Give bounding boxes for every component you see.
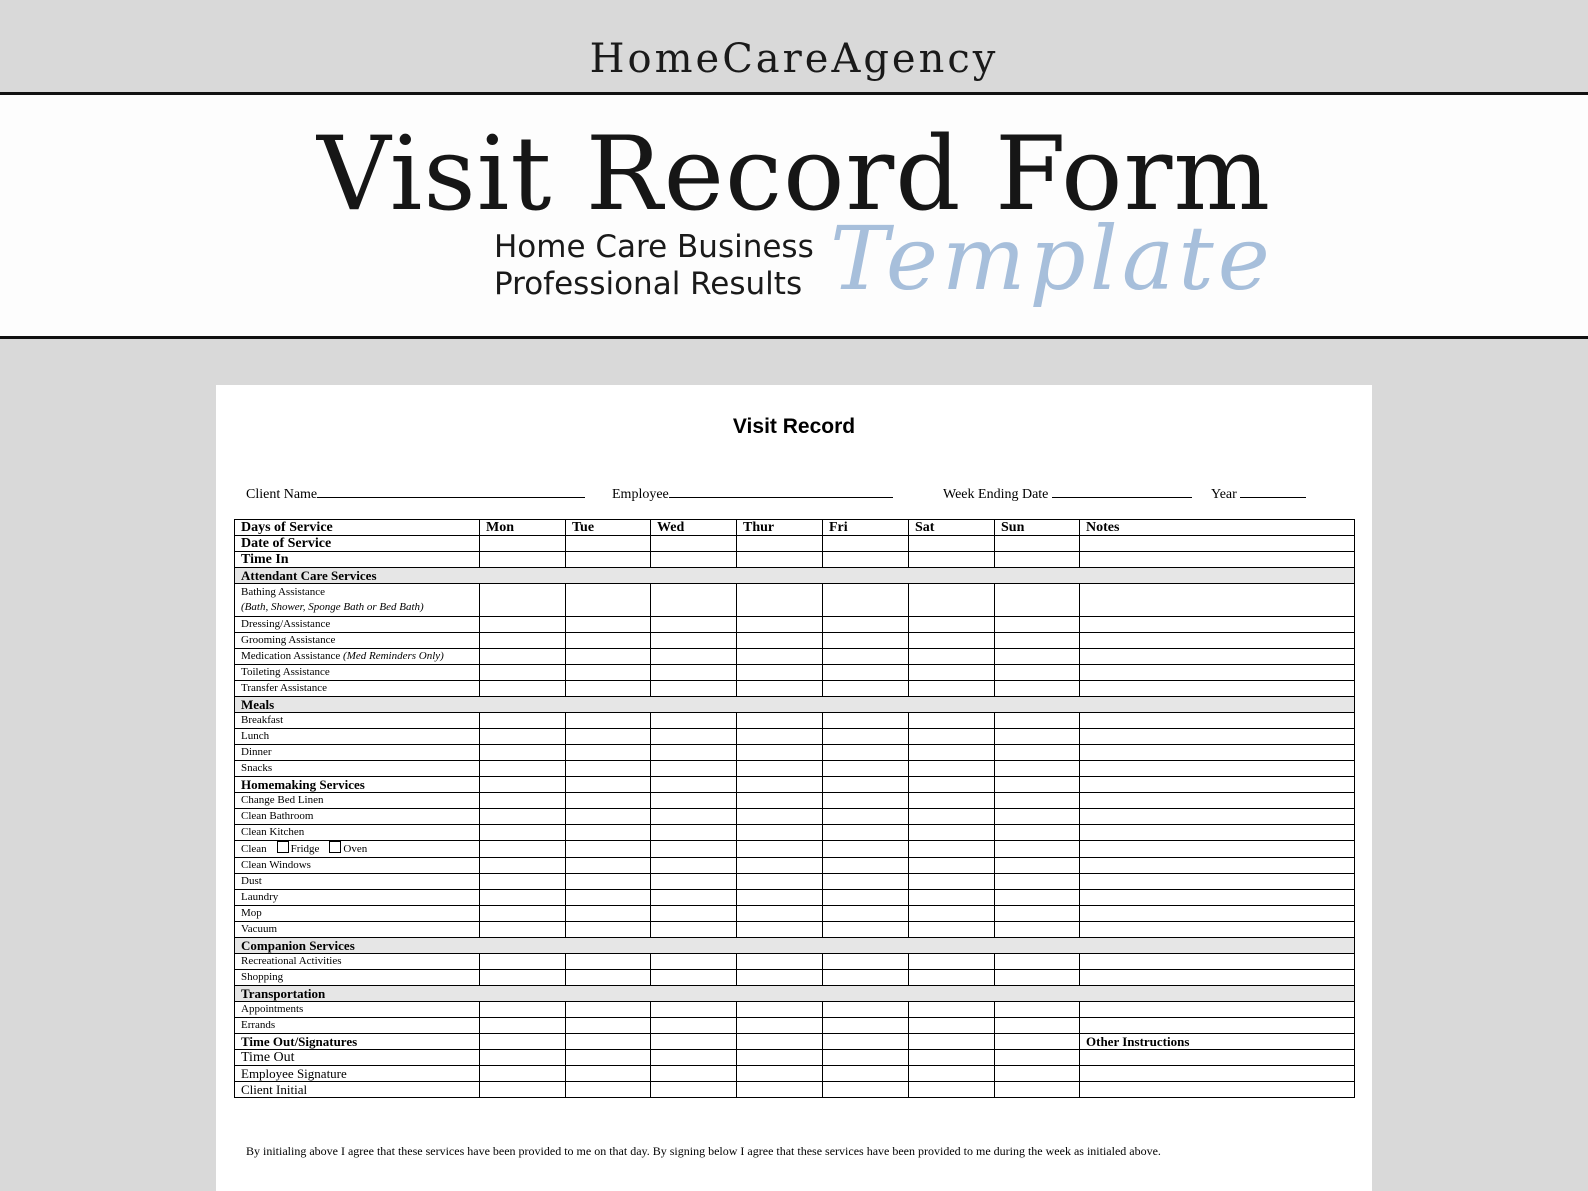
- table-row: [235, 761, 1355, 777]
- oven-checkbox[interactable]: [329, 841, 341, 853]
- row-label: Clean Kitchen: [235, 825, 480, 841]
- table-row: [235, 970, 1355, 986]
- row-label: Transfer Assistance: [235, 681, 480, 697]
- table-row: [235, 729, 1355, 745]
- row-label: Medication Assistance (Med Reminders Only): [235, 649, 480, 665]
- section-row: [235, 697, 1355, 713]
- banner-script-word: Template: [830, 207, 1274, 310]
- banner-subtitle-2: Professional Results: [494, 266, 803, 302]
- row-label: Dressing/Assistance: [235, 617, 480, 633]
- brand-name: HomeCareAgency: [589, 36, 999, 82]
- row-label: Recreational Activities: [235, 954, 480, 970]
- section-label: Time Out/Signatures: [235, 1034, 480, 1050]
- table-row: [235, 665, 1355, 681]
- header-row: [235, 520, 1355, 536]
- year-field[interactable]: [1211, 483, 1306, 503]
- table-row: [235, 890, 1355, 906]
- row-label: Clean Bathroom: [235, 809, 480, 825]
- table-row: [235, 1082, 1355, 1098]
- table-row: [235, 809, 1355, 825]
- row-label: Clean Fridge Oven: [235, 841, 480, 858]
- row-label: Dust: [235, 874, 480, 890]
- banner-title: Visit Record Form: [316, 115, 1272, 234]
- table-row: [235, 858, 1355, 874]
- table-row: [235, 713, 1355, 729]
- section-label: Transportation: [235, 986, 480, 1002]
- row-label: Grooming Assistance: [235, 633, 480, 649]
- section-row: [235, 1034, 1355, 1050]
- section-label: Homemaking Services: [235, 777, 480, 793]
- title-banner: [0, 92, 1588, 339]
- col-mon: Mon: [480, 520, 566, 536]
- form-sheet: [216, 385, 1372, 1191]
- row-label: Lunch: [235, 729, 480, 745]
- row-label: Mop: [235, 906, 480, 922]
- section-row: [235, 568, 1355, 584]
- col-tue: Tue: [566, 520, 651, 536]
- banner-subtitle-1: Home Care Business: [494, 229, 814, 265]
- section-label: Attendant Care Services: [235, 568, 480, 584]
- col-days-of-service: Days of Service: [235, 520, 480, 536]
- week-ending-line[interactable]: [1052, 483, 1192, 498]
- section-row: [235, 777, 1355, 793]
- row-label: Shopping: [235, 970, 480, 986]
- table-row: [235, 1050, 1355, 1066]
- client-name-label: Client Name: [246, 487, 318, 502]
- table-row: [235, 633, 1355, 649]
- table-row: [235, 874, 1355, 890]
- section-label: Companion Services: [235, 938, 480, 954]
- table-row: [235, 793, 1355, 809]
- table-row: [235, 584, 1355, 617]
- row-label: Employee Signature: [235, 1066, 480, 1082]
- table-row: [235, 649, 1355, 665]
- row-label: Appointments: [235, 1002, 480, 1018]
- row-label: Change Bed Linen: [235, 793, 480, 809]
- table-row: [235, 825, 1355, 841]
- fridge-checkbox[interactable]: [277, 841, 289, 853]
- table-row: [235, 1002, 1355, 1018]
- visit-record-table: [234, 519, 1355, 1098]
- col-sat: Sat: [909, 520, 995, 536]
- employee-line[interactable]: [669, 483, 893, 498]
- row-label: Time In: [235, 552, 480, 568]
- week-ending-label: Week Ending Date: [943, 487, 1049, 502]
- table-row: [235, 922, 1355, 938]
- employee-field[interactable]: [612, 483, 893, 503]
- table-row: [235, 745, 1355, 761]
- week-ending-field[interactable]: [943, 483, 1192, 503]
- row-label: Laundry: [235, 890, 480, 906]
- row-label: Clean Windows: [235, 858, 480, 874]
- client-name-field[interactable]: [246, 483, 585, 503]
- row-label: Time Out: [235, 1050, 480, 1066]
- employee-label: Employee: [612, 487, 669, 502]
- table-row: [235, 1066, 1355, 1082]
- section-label: Meals: [235, 697, 480, 713]
- section-row: [235, 986, 1355, 1002]
- col-wed: Wed: [651, 520, 737, 536]
- row-label: Snacks: [235, 761, 480, 777]
- form-title: Visit Record: [732, 415, 856, 438]
- row-label: Dinner: [235, 745, 480, 761]
- col-notes: Notes: [1080, 520, 1355, 536]
- section-row: [235, 938, 1355, 954]
- row-label: Toileting Assistance: [235, 665, 480, 681]
- year-line[interactable]: [1240, 483, 1306, 498]
- table-row: [235, 841, 1355, 858]
- table-row: [235, 617, 1355, 633]
- row-label: Bathing Assistance (Bath, Shower, Sponge Bath or Bed Bath): [235, 584, 480, 617]
- col-thur: Thur: [737, 520, 823, 536]
- table-row: [235, 906, 1355, 922]
- row-label: Errands: [235, 1018, 480, 1034]
- col-sun: Sun: [995, 520, 1080, 536]
- table-row: [235, 954, 1355, 970]
- year-label: Year: [1211, 487, 1237, 502]
- row-label: Breakfast: [235, 713, 480, 729]
- table-row: [235, 681, 1355, 697]
- row-label: Date of Service: [235, 536, 480, 552]
- table-row: [235, 536, 1355, 552]
- agreement-footer: By initialing above I agree that these services have been provided to me on that day. By signing below I agree that these services have been provided to me during the week as initialed above.: [246, 1144, 1161, 1158]
- row-label: Vacuum: [235, 922, 480, 938]
- table-row: [235, 552, 1355, 568]
- row-label: Client Initial: [235, 1082, 480, 1098]
- col-fri: Fri: [823, 520, 909, 536]
- table-row: [235, 1018, 1355, 1034]
- client-name-line[interactable]: [317, 483, 585, 498]
- other-instructions-label: Other Instructions: [1080, 1034, 1355, 1050]
